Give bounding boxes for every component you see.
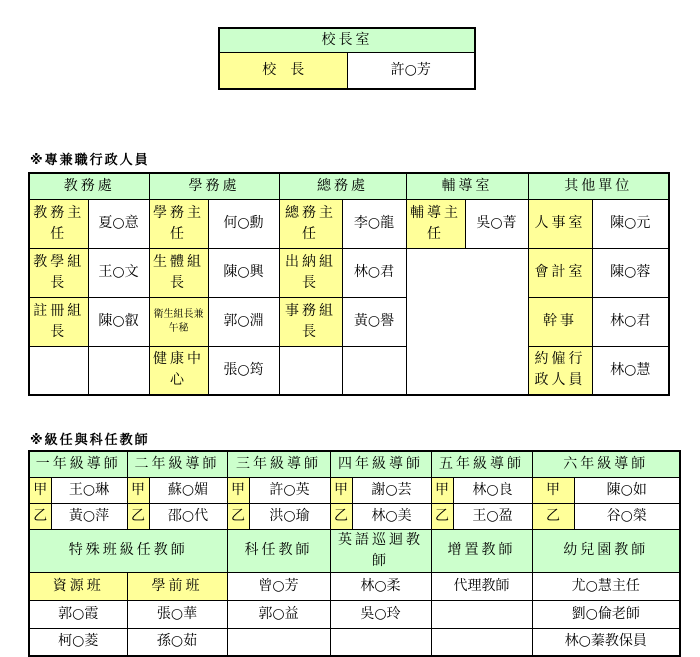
grade-header: 三年級導師: [227, 451, 330, 477]
subject-teacher-name: 曾○芳: [227, 572, 330, 600]
admin-table: [28, 172, 670, 396]
class-label: 乙: [127, 503, 149, 529]
class-label: 乙: [330, 503, 352, 529]
counsel-empty-cell: [406, 248, 528, 395]
principal-name: 許○芳: [347, 52, 475, 89]
kindergarten-teacher-name: 尤○慧主任: [532, 572, 680, 600]
student-title: 學務主任: [149, 199, 208, 248]
header-general: 總務處: [279, 173, 406, 199]
academic-title: 教務主任: [29, 199, 88, 248]
subject-teacher-header: 科任教師: [227, 529, 330, 572]
other-name: 林○君: [592, 297, 669, 346]
principal-office-header: 校長室: [219, 28, 475, 52]
counsel-title: 輔導主任: [406, 199, 465, 248]
class-label: 乙: [227, 503, 249, 529]
grade-header: 六年級導師: [532, 451, 680, 477]
kindergarten-teacher-name: 林○蓁教保員: [532, 628, 680, 656]
student-title: 健康中心: [149, 346, 208, 395]
kindergarten-teacher-header: 幼兒園教師: [532, 529, 680, 572]
header-academic: 教務處: [29, 173, 149, 199]
extra-teacher-header: 增置教師: [431, 529, 532, 572]
class-label: 甲: [330, 477, 352, 503]
class-label: 乙: [431, 503, 453, 529]
english-teacher-header: 英語巡迴教師: [330, 529, 431, 572]
grade-header: 一年級導師: [29, 451, 127, 477]
preschool-class-label: 學前班: [127, 572, 227, 600]
class-label: 甲: [431, 477, 453, 503]
admin-section-title: ※專兼職行政人員: [30, 153, 150, 168]
kindergarten-teacher-name: 劉○倫老師: [532, 600, 680, 628]
counsel-name: 吳○菁: [465, 199, 528, 248]
teacher-name: 林○美: [352, 503, 431, 529]
general-name: 黃○譽: [342, 297, 406, 346]
class-label: 乙: [29, 503, 51, 529]
teachers-section-title: ※級任與科任教師: [30, 433, 150, 448]
grade-header: 四年級導師: [330, 451, 431, 477]
teacher-name: 洪○瑜: [249, 503, 330, 529]
academic-empty-cell: [88, 346, 149, 395]
class-label: 甲: [29, 477, 51, 503]
teacher-name: 黃○萍: [51, 503, 127, 529]
class-label: 甲: [127, 477, 149, 503]
class-label: 乙: [532, 503, 574, 529]
header-counsel: 輔導室: [406, 173, 528, 199]
student-title: 生體組長: [149, 248, 208, 297]
extra-teacher-empty-cell: [431, 600, 532, 628]
teachers-table: [28, 450, 681, 657]
teacher-name: 王○琳: [51, 477, 127, 503]
class-label: 甲: [227, 477, 249, 503]
general-empty-cell: [342, 346, 406, 395]
english-teacher-name: 吳○玲: [330, 600, 431, 628]
student-name: 陳○興: [208, 248, 279, 297]
academic-title: 註冊組長: [29, 297, 88, 346]
english-teacher-name: 林○柔: [330, 572, 431, 600]
academic-name: 王○文: [88, 248, 149, 297]
student-name: 何○勳: [208, 199, 279, 248]
teacher-name: 許○英: [249, 477, 330, 503]
teacher-name: 陳○如: [574, 477, 680, 503]
class-label: 甲: [532, 477, 574, 503]
preschool-teacher-name: 張○華: [127, 600, 227, 628]
resource-teacher-name: 郭○霞: [29, 600, 127, 628]
general-title: 事務組長: [279, 297, 342, 346]
subject-teacher-name: 郭○益: [227, 600, 330, 628]
other-title: 會計室: [528, 248, 592, 297]
general-title: 總務主任: [279, 199, 342, 248]
academic-empty-cell: [29, 346, 88, 395]
teacher-name: 谷○榮: [574, 503, 680, 529]
teacher-name: 林○良: [453, 477, 532, 503]
teacher-name: 王○盈: [453, 503, 532, 529]
teacher-name: 蘇○媚: [149, 477, 227, 503]
header-student: 學務處: [149, 173, 279, 199]
grade-header: 二年級導師: [127, 451, 227, 477]
teacher-name: 謝○芸: [352, 477, 431, 503]
principal-table: [218, 27, 476, 90]
resource-class-label: 資源班: [29, 572, 127, 600]
other-title: 約僱行政人員: [528, 346, 592, 395]
academic-name: 夏○意: [88, 199, 149, 248]
academic-title: 教學組長: [29, 248, 88, 297]
general-title: 出納組長: [279, 248, 342, 297]
teacher-name: 邵○代: [149, 503, 227, 529]
extra-teacher-name: 代理教師: [431, 572, 532, 600]
general-empty-cell: [279, 346, 342, 395]
student-name: 郭○淵: [208, 297, 279, 346]
general-name: 林○君: [342, 248, 406, 297]
other-title: 幹事: [528, 297, 592, 346]
resource-teacher-name: 柯○菱: [29, 628, 127, 656]
other-name: 林○慧: [592, 346, 669, 395]
principal-role: 校 長: [219, 52, 347, 89]
student-title: 衛生組長兼午秘: [149, 297, 208, 346]
special-class-header: 特殊班級任教師: [29, 529, 227, 572]
general-name: 李○龍: [342, 199, 406, 248]
grade-header: 五年級導師: [431, 451, 532, 477]
header-other: 其他單位: [528, 173, 669, 199]
academic-name: 陳○叡: [88, 297, 149, 346]
student-name: 張○筠: [208, 346, 279, 395]
other-name: 陳○蓉: [592, 248, 669, 297]
other-title: 人事室: [528, 199, 592, 248]
preschool-teacher-name: 孫○茹: [127, 628, 227, 656]
other-name: 陳○元: [592, 199, 669, 248]
